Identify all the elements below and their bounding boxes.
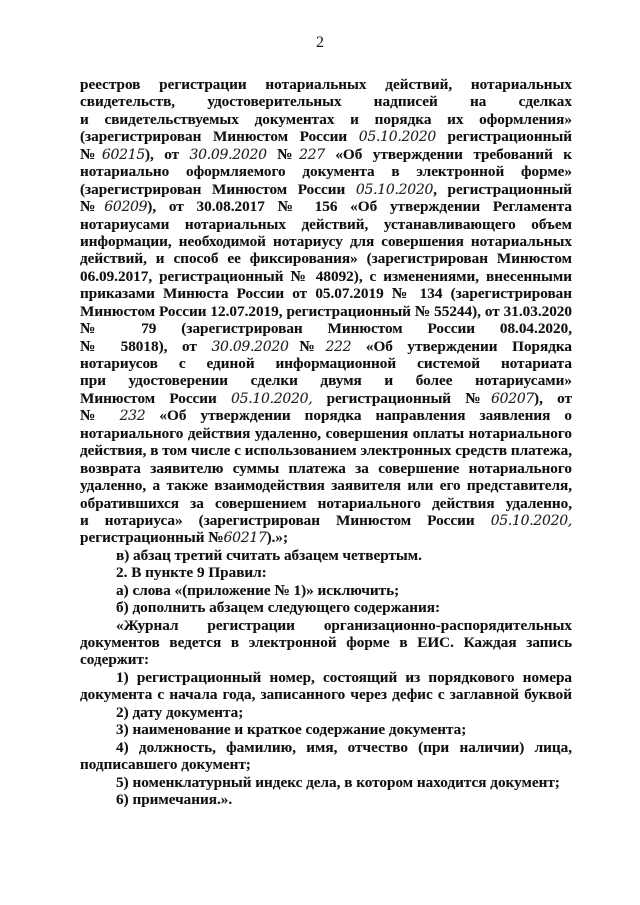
text-line bbox=[80, 146, 572, 163]
text-line bbox=[80, 163, 572, 180]
text-segment: (зарегистрирован Минюстом России bbox=[80, 180, 356, 198]
text-segment: нотариусов с единой информационной системой нотариата bbox=[80, 355, 572, 372]
handwritten-insert: 30.09.2020 bbox=[189, 146, 267, 163]
text-segment: № bbox=[288, 337, 326, 355]
text-segment: 2. В пункте 9 Правил: bbox=[116, 564, 267, 582]
text-segment: в) абзац третий считать абзацем четвертым. bbox=[116, 546, 422, 564]
text-line bbox=[80, 495, 572, 512]
text-segment: возврата заявителю суммы платежа за совершение нотариального bbox=[80, 459, 572, 477]
handwritten-insert: 60207 bbox=[491, 390, 535, 407]
text-segment: № 58018), от bbox=[80, 337, 212, 355]
text-segment: 1) регистрационный номер, состоящий из порядкового номера bbox=[116, 668, 572, 686]
text-segment: и свидетельствуемых документах и порядка их оформления» bbox=[80, 110, 572, 128]
text-line bbox=[80, 460, 572, 477]
text-line bbox=[80, 686, 572, 703]
text-segment: содержит: bbox=[80, 651, 150, 669]
text-line bbox=[80, 111, 572, 128]
text-segment: 5) номенклатурный индекс дела, в котором находится документ; bbox=[116, 773, 560, 791]
text-segment: документа с начала года, записанного через дефис с заглавной буквой bbox=[80, 686, 572, 704]
text-segment: ), от bbox=[534, 389, 572, 407]
handwritten-insert: 05.10.2020, bbox=[490, 512, 572, 529]
text-line bbox=[80, 355, 572, 372]
text-line bbox=[80, 216, 572, 233]
text-line bbox=[80, 372, 572, 389]
text-line bbox=[80, 181, 572, 198]
handwritten-insert: 60209 bbox=[104, 199, 148, 216]
handwritten-insert: 60217 bbox=[223, 530, 267, 547]
handwritten-insert: 222 bbox=[325, 338, 352, 355]
text-segment: № 79 (зарегистрирован Минюстом России 08.04.2020, bbox=[80, 320, 572, 338]
text-segment: подписавшего документ; bbox=[80, 756, 251, 774]
text-segment: , регистрационный bbox=[433, 180, 572, 198]
text-line bbox=[80, 198, 572, 215]
text-line bbox=[80, 303, 572, 320]
text-segment: Минюстом России 12.07.2019, регистрационный № 55244), от 31.03.2020 bbox=[80, 302, 572, 320]
text-segment: ), от bbox=[144, 145, 190, 163]
text-segment: действий, и способ ее фиксирования» (зарегистрирован Минюстом bbox=[80, 250, 572, 268]
handwritten-insert: 30.09.2020 bbox=[211, 338, 289, 355]
text-line bbox=[80, 634, 572, 651]
text-segment: ).»; bbox=[266, 529, 289, 547]
text-segment: ), от 30.08.2017 № 156 «Об утверждении Регламента bbox=[147, 198, 572, 216]
handwritten-insert: 227 bbox=[299, 146, 325, 163]
text-line bbox=[80, 774, 572, 791]
page-number: 2 bbox=[316, 34, 324, 51]
text-segment: № bbox=[266, 145, 300, 163]
handwritten-insert: 05.10.2020, bbox=[231, 390, 313, 407]
text-line bbox=[80, 529, 572, 546]
document-body bbox=[80, 76, 572, 808]
text-segment: 3) наименование и краткое содержание документа; bbox=[116, 721, 467, 739]
text-segment: нотариально оформляемого документа в электронной форме» bbox=[80, 163, 572, 181]
text-segment: Минюстом России bbox=[80, 389, 232, 407]
text-segment: 6) примечания.». bbox=[116, 790, 233, 808]
text-segment: «Об утверждении порядка направления заявления о bbox=[159, 407, 572, 425]
text-segment: обратившихся за совершением нотариального действия удаленно, bbox=[80, 494, 572, 512]
text-line bbox=[80, 250, 572, 267]
text-segment: удаленно, а также взаимодействия заявителя или его представителя, bbox=[80, 477, 572, 495]
text-line bbox=[80, 93, 572, 110]
text-line bbox=[80, 669, 572, 686]
text-line bbox=[80, 564, 572, 581]
text-segment: № bbox=[80, 407, 120, 425]
text-segment: приказами Минюста России от 05.07.2019 № 134 (зарегистрирован bbox=[80, 285, 572, 303]
text-segment: информации, необходимой нотариусу для совершения нотариальных bbox=[80, 232, 572, 250]
text-segment: нотариусами нотариальных действий, устанавливающего объем bbox=[80, 215, 572, 233]
text-segment: а) слова «(приложение № 1)» исключить; bbox=[116, 581, 400, 599]
text-line bbox=[80, 268, 572, 285]
text-segment: действия, в том числе с использованием электронных средств платежа, bbox=[80, 442, 572, 460]
text-line bbox=[80, 233, 572, 250]
text-segment: «Об утверждении требований к bbox=[335, 145, 572, 163]
text-segment: регистрационный № bbox=[312, 389, 491, 407]
text-line bbox=[80, 338, 572, 355]
text-line bbox=[80, 320, 572, 337]
text-line bbox=[80, 128, 572, 145]
text-line bbox=[80, 76, 572, 93]
text-line bbox=[80, 791, 572, 808]
text-line bbox=[80, 477, 572, 494]
text-line bbox=[80, 599, 572, 616]
text-line bbox=[80, 425, 572, 442]
text-line bbox=[80, 721, 572, 738]
handwritten-insert: 05.10.2020 bbox=[358, 129, 436, 146]
text-segment: «Об утверждении Порядка bbox=[365, 337, 572, 355]
text-segment: документов ведется в электронной форме в ЕИС. Каждая запись bbox=[80, 634, 572, 651]
text-segment: свидетельств, удостоверительных надписей на сделках bbox=[80, 93, 572, 111]
text-segment: реестров регистрации нотариальных действий, нотариальных bbox=[80, 76, 572, 93]
text-line bbox=[80, 407, 572, 424]
text-segment: и нотариуса» (зарегистрирован Минюстом России bbox=[80, 511, 491, 529]
text-segment: при удостоверении сделки двумя и более нотариусами» bbox=[80, 372, 572, 390]
text-segment: 2) дату документа; bbox=[116, 703, 244, 721]
handwritten-insert: 05.10.2020 bbox=[355, 181, 434, 198]
text-line bbox=[80, 442, 572, 459]
text-line bbox=[80, 547, 572, 564]
handwritten-insert: 232 bbox=[119, 408, 146, 425]
text-line bbox=[80, 704, 572, 721]
text-line bbox=[80, 582, 572, 599]
text-line bbox=[80, 617, 572, 634]
text-segment: регистрационный № bbox=[80, 529, 224, 547]
text-line bbox=[80, 756, 572, 773]
handwritten-insert: 60215 bbox=[101, 146, 145, 163]
text-line bbox=[80, 739, 572, 756]
text-line bbox=[80, 285, 572, 302]
text-line bbox=[80, 651, 572, 668]
text-segment: № bbox=[80, 145, 102, 163]
text-line bbox=[80, 512, 572, 529]
text-segment: № bbox=[80, 198, 105, 216]
text-segment: регистрационный bbox=[435, 128, 572, 146]
text-segment: б) дополнить абзацем следующего содержания: bbox=[116, 599, 441, 617]
text-segment: (зарегистрирован Минюстом России bbox=[80, 128, 359, 146]
text-segment: 4) должность, фамилию, имя, отчество (при наличии) лица, bbox=[116, 738, 572, 756]
text-segment: 06.09.2017, регистрационный № 48092), с изменениями, внесенными bbox=[80, 267, 572, 285]
text-segment: «Журнал регистрации организационно-распорядительных bbox=[116, 616, 572, 634]
text-segment: нотариального действия удаленно, совершения оплаты нотариального bbox=[80, 424, 572, 442]
text-line bbox=[80, 390, 572, 407]
